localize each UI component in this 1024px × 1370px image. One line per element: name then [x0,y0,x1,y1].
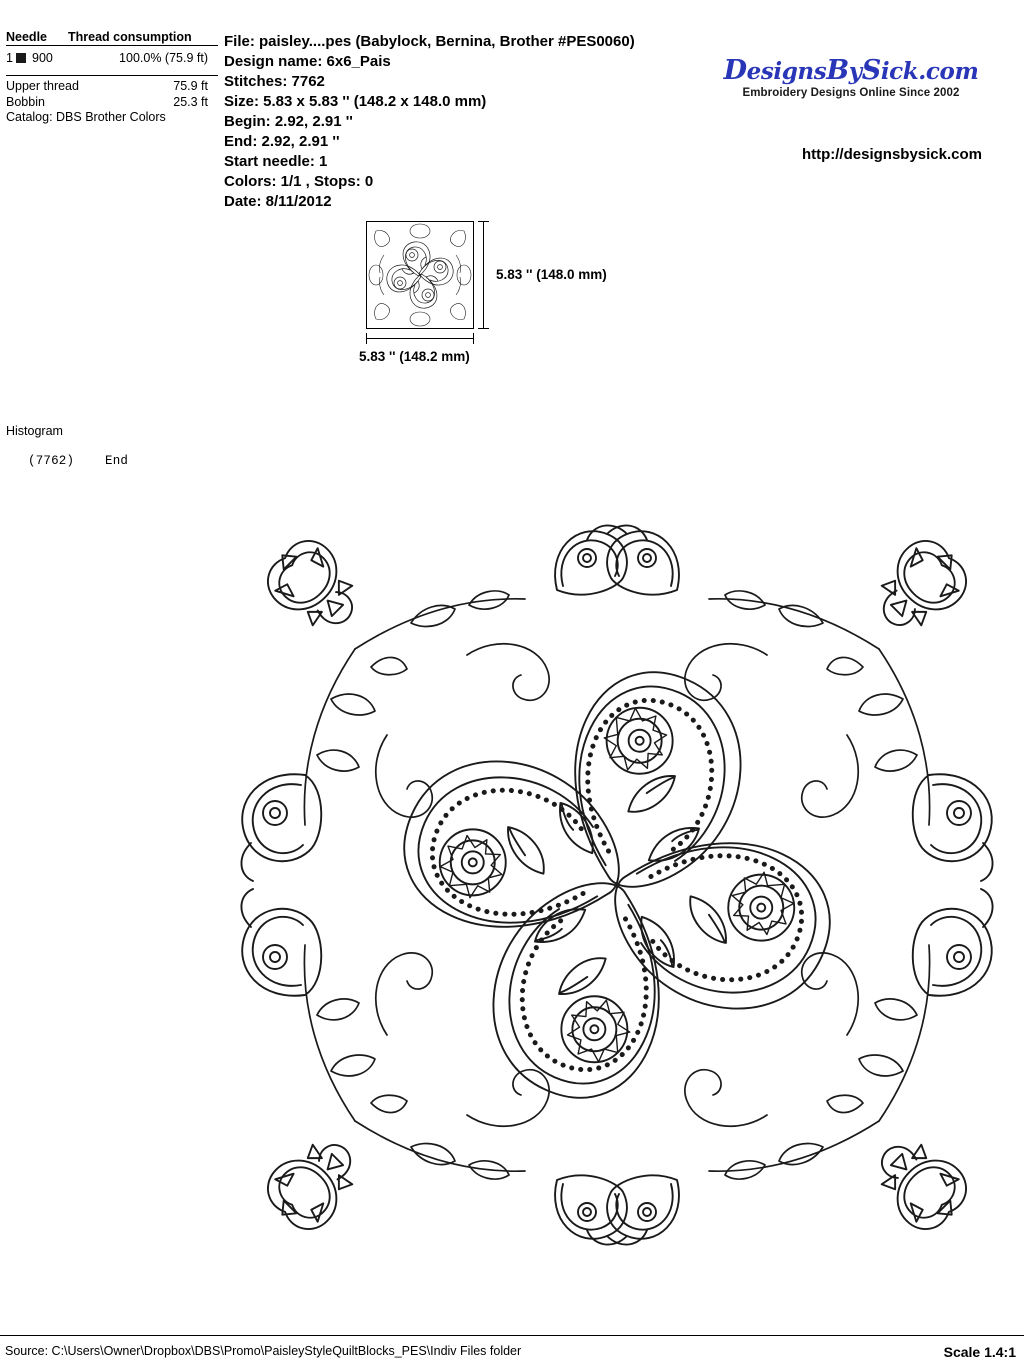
info-end: End: 2.92, 2.91 '' [224,132,340,150]
design-artwork [222,470,1012,1300]
thread-table-header [6,30,218,46]
brand-logo [716,55,986,99]
info-design-name: Design name: 6x6_Pais [224,52,391,70]
needle-column-header: Needle [6,30,47,44]
bobbin-value: 25.3 ft [173,94,208,109]
design-info-block [224,32,635,211]
height-dimension-label: 5.83 '' (148.0 mm) [496,267,607,282]
logo-tagline: Embroidery Designs Online Since 2002 [742,87,960,99]
table-row [6,51,218,65]
consumption-column-header: Thread consumption [68,30,192,44]
width-dimension-line [366,331,474,347]
bobbin-label: Bobbin [6,94,45,109]
info-start-needle: Start needle: 1 [224,152,328,170]
thread-totals [6,75,218,126]
histogram-label: End [105,454,129,468]
list-item [28,454,128,468]
logo-wordmark: DesignsBySick.com [723,55,979,86]
info-begin: Begin: 2.92, 2.91 '' [224,112,353,130]
info-size: Size: 5.83 x 5.83 '' (148.2 x 148.0 mm) [224,92,487,110]
thumbnail-area [359,221,626,371]
upper-thread-value: 75.9 ft [173,79,208,93]
footer-divider [0,1335,1024,1336]
info-stitches: Stitches: 7762 [224,72,325,90]
needle-color-code: 900 [32,51,53,65]
catalog-label: Catalog: DBS Brother Colors [6,110,166,125]
thread-consumption-panel [6,30,218,126]
design-thumbnail [366,221,474,329]
histogram-title: Histogram [6,424,63,438]
width-dimension-label: 5.83 '' (148.2 mm) [359,349,470,364]
needle-index: 1 [6,51,13,65]
height-dimension-line [476,221,492,329]
info-file: File: paisley....pes (Babylock, Bernina, Brother #PES0060) [224,33,635,50]
upper-thread-row [6,79,218,95]
thread-color-swatch [16,53,26,63]
info-colors: Colors: 1/1 , Stops: 0 [224,172,374,190]
histogram-stitch-count: (7762) [28,454,75,468]
footer-scale: Scale 1.4:1 [943,1344,1016,1360]
footer-source-path: Source: C:\Users\Owner\Dropbox\DBS\Promo\PaisleyStyleQuiltBlocks_PES\Indiv Files folder [5,1344,522,1358]
bobbin-row [6,95,218,111]
info-date: Date: 8/11/2012 [224,192,332,210]
needle-percent: 100.0% (75.9 ft) [119,51,208,65]
upper-thread-label: Upper thread [6,79,79,93]
site-url: http://designsbysick.com [801,146,982,163]
